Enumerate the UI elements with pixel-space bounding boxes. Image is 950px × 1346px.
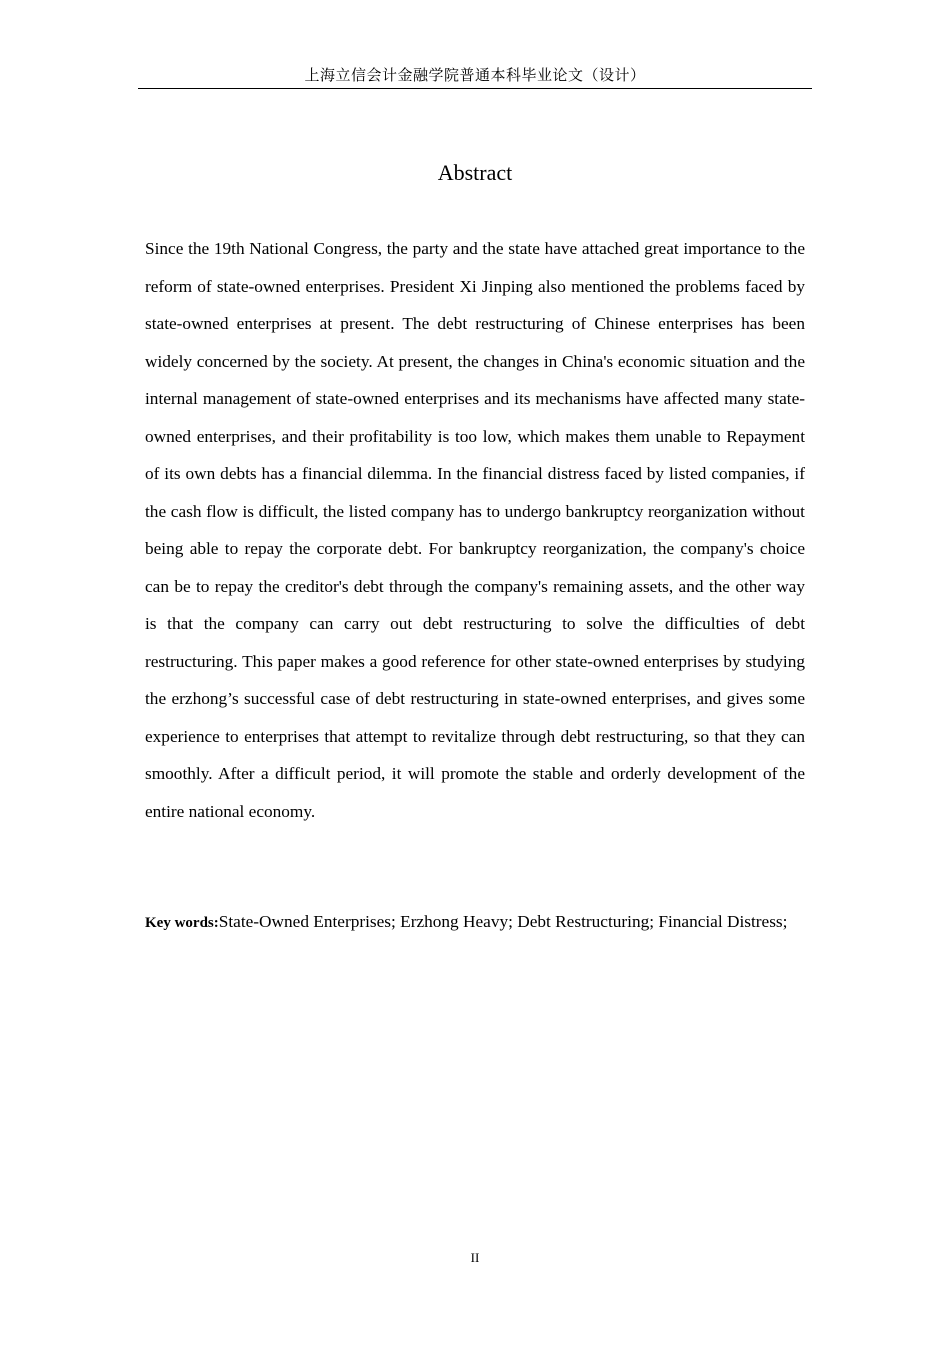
- keywords-text: State-Owned Enterprises; Erzhong Heavy; Debt Restructuring; Financial Distress;: [218, 912, 788, 931]
- keywords: [145, 903, 805, 943]
- header-text: 上海立信会计金融学院普通本科毕业论文（设计）: [304, 68, 646, 84]
- keywords-label: Key words:: [145, 915, 219, 931]
- abstract-body: Since the 19th National Congress, the party and the state have attached great importance to the reform of state-owned enterprises. President Xi Jinping also mentioned the problems faced by state-owned enterprises at present. The debt restructuring of Chinese enterprises has been widely concerned by the society. At present, the changes in China's economic situation and the internal management of state-owned enterprises and its mechanisms have affected many state-owned enterprises, and their profitability is too low, which makes them unable to Repayment of its own debts has a financial dilemma. In the financial distress faced by listed companies, if the cash flow is difficult, the listed company has to undergo bankruptcy reorganization without being able to repay the corporate debt. For bankruptcy reorganization, the company's choice can be to repay the creditor's debt through the company's remaining assets, and the other way is that the company can carry out debt restructuring to solve the difficulties of debt restructuring. This paper makes a good reference for other state-owned enterprises by studying the erzhong’s successful case of debt restructuring in state-owned enterprises, and gives some experience to enterprises that attempt to revitalize through debt restructuring, so that they can smoothly. After a difficult period, it will promote the stable and orderly development of the entire national economy.: [145, 239, 805, 821]
- page-title: Abstract: [437, 160, 513, 185]
- page-header: [138, 66, 812, 89]
- page-number: II: [470, 1250, 480, 1265]
